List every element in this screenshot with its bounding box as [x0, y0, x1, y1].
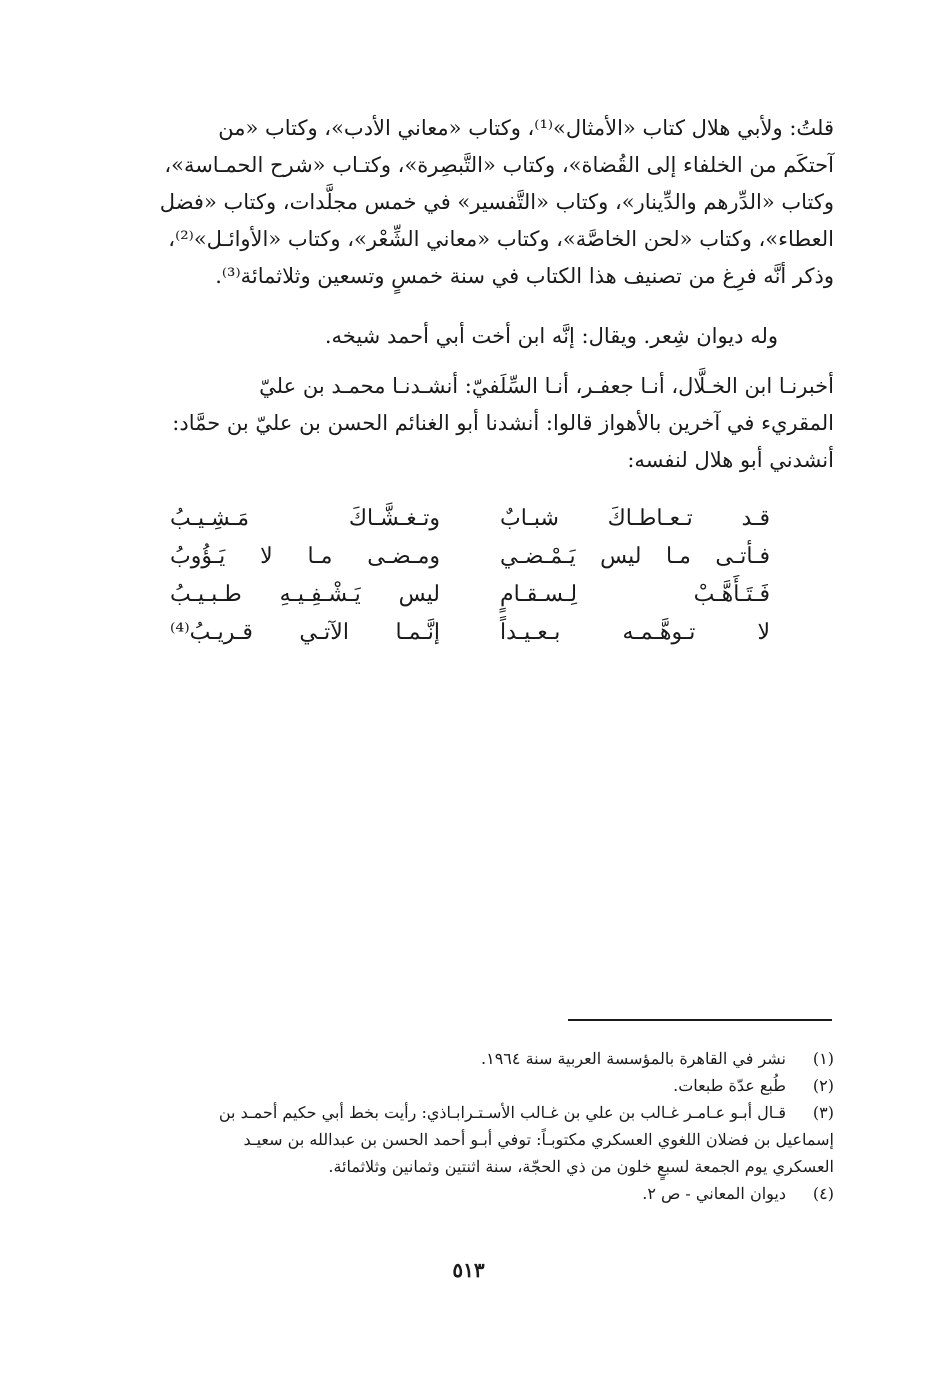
footnote [120, 1099, 834, 1126]
footnote [120, 1180, 834, 1207]
footnote-line: ديوان المعاني - ص ٢. [642, 1184, 786, 1203]
footnote-continuation: العسكري يوم الجمعة لسبعٍ خلون من ذي الحجّة، سنة اثنتين وثمانين وثلاثمائة. [328, 1157, 834, 1176]
poem-first-hemistich: لا تـوهَّـمـه بـعـيـداً [500, 620, 770, 645]
footnote-line: نشر في القاهرة بالمؤسسة العربية سنة ١٩٦٤. [481, 1049, 786, 1068]
footnotes [120, 1045, 834, 1207]
footnote-text [120, 1072, 786, 1099]
page-number: ٥١٣ [452, 1258, 485, 1282]
poem-verse [170, 614, 770, 652]
poem-first-hemistich: فـأتـى مـا ليس يَـمْـضـي [500, 544, 770, 569]
paragraph-isnad [116, 368, 834, 479]
footnote-divider [568, 1019, 832, 1021]
poem-verse [170, 538, 770, 576]
footnote-text [120, 1180, 786, 1207]
footnote-number: (٤) [812, 1184, 834, 1203]
poem-second-hemistich: ومـضـى مـا لا يَـؤُوبُ [170, 544, 440, 569]
poem-first-hemistich: قـد تـعـاطـاكَ شبـابٌ [500, 506, 770, 531]
poem-verse [170, 576, 770, 614]
text-line: آحتكَم من الخلفاء إلى القُضاة»، وكتاب «التَّبصِرة»، وكتـاب «شرح الحمـاسة»، [164, 153, 834, 177]
text-line: قلتُ: ولأبي هلال كتاب «الأمثال»⁽¹⁾، وكتاب «معاني الأدب»، وكتاب «من [218, 116, 834, 140]
paragraph-works-list [116, 110, 834, 295]
footnote-text [120, 1099, 786, 1126]
paragraph-diwan [116, 318, 834, 355]
poem-second-hemistich: ليس يَـشْـفِـيـهِ طـبـيـبُ [170, 582, 440, 607]
text-line: أنشدني أبو هلال لنفسه: [627, 448, 834, 472]
text-line: وذكر أنَّه فرِغ من تصنيف هذا الكتاب في سنة خمسٍ وتسعين وثلاثمائة⁽³⁾. [215, 264, 834, 288]
footnote-number: (٣) [812, 1103, 834, 1122]
text-line: وكتاب «الدِّرهم والدِّينار»، وكتاب «التَّفسير» في خمس مجلَّدات، وكتاب «فضل [159, 190, 834, 214]
poem-verse [170, 500, 770, 538]
poem [170, 500, 770, 652]
text-line: المقريء في آخرين بالأهواز قالوا: أنشدنا أبو الغنائم الحسن بن عليّ بن حمَّاد: [172, 411, 834, 435]
poem-second-hemistich: إنَّـمـا الآتـي قـريـبُ⁽⁴⁾ [170, 620, 440, 645]
footnote-text [120, 1045, 786, 1072]
footnote-number: (٢) [812, 1076, 834, 1095]
text-line: أخبرنـا ابن الخـلَّال، أنـا جعفـر، أنـا السِّلَفيّ: أنشـدنـا محمـد بن عليّ [259, 374, 834, 398]
footnote-continuation: إسماعيل بن فضلان اللغوي العسكري مكتوبـاً: توفي أبـو أحمد الحسن بن عبدالله بن سعيـد [243, 1130, 834, 1149]
text-line: وله ديوان شِعر. ويقال: إنَّه ابن أخت أبي أحمد شيخه. [324, 324, 778, 348]
text-line: العطاء»، وكتاب «لحن الخاصَّة»، وكتاب «معاني الشِّعْر»، وكتاب «الأوائـل»⁽²⁾، [168, 227, 834, 251]
footnote-number: (١) [812, 1049, 834, 1068]
footnote [120, 1072, 834, 1099]
poem-second-hemistich: وتـغـشَّـاكَ مَـشِـيـبُ [170, 506, 440, 531]
footnote-line: طُبع عدّة طبعات. [673, 1076, 786, 1095]
footnote-line: قـال أبـو عـامـر غـالب بن علي بن غـالب الأسـتـرابـاذي: رأيت بخط أبي حكيم أحمـد بن [218, 1103, 786, 1122]
footnote [120, 1045, 834, 1072]
poem-first-hemistich: فَـتَـأَهَّـبْ لِـسـقـامٍ [500, 582, 770, 607]
